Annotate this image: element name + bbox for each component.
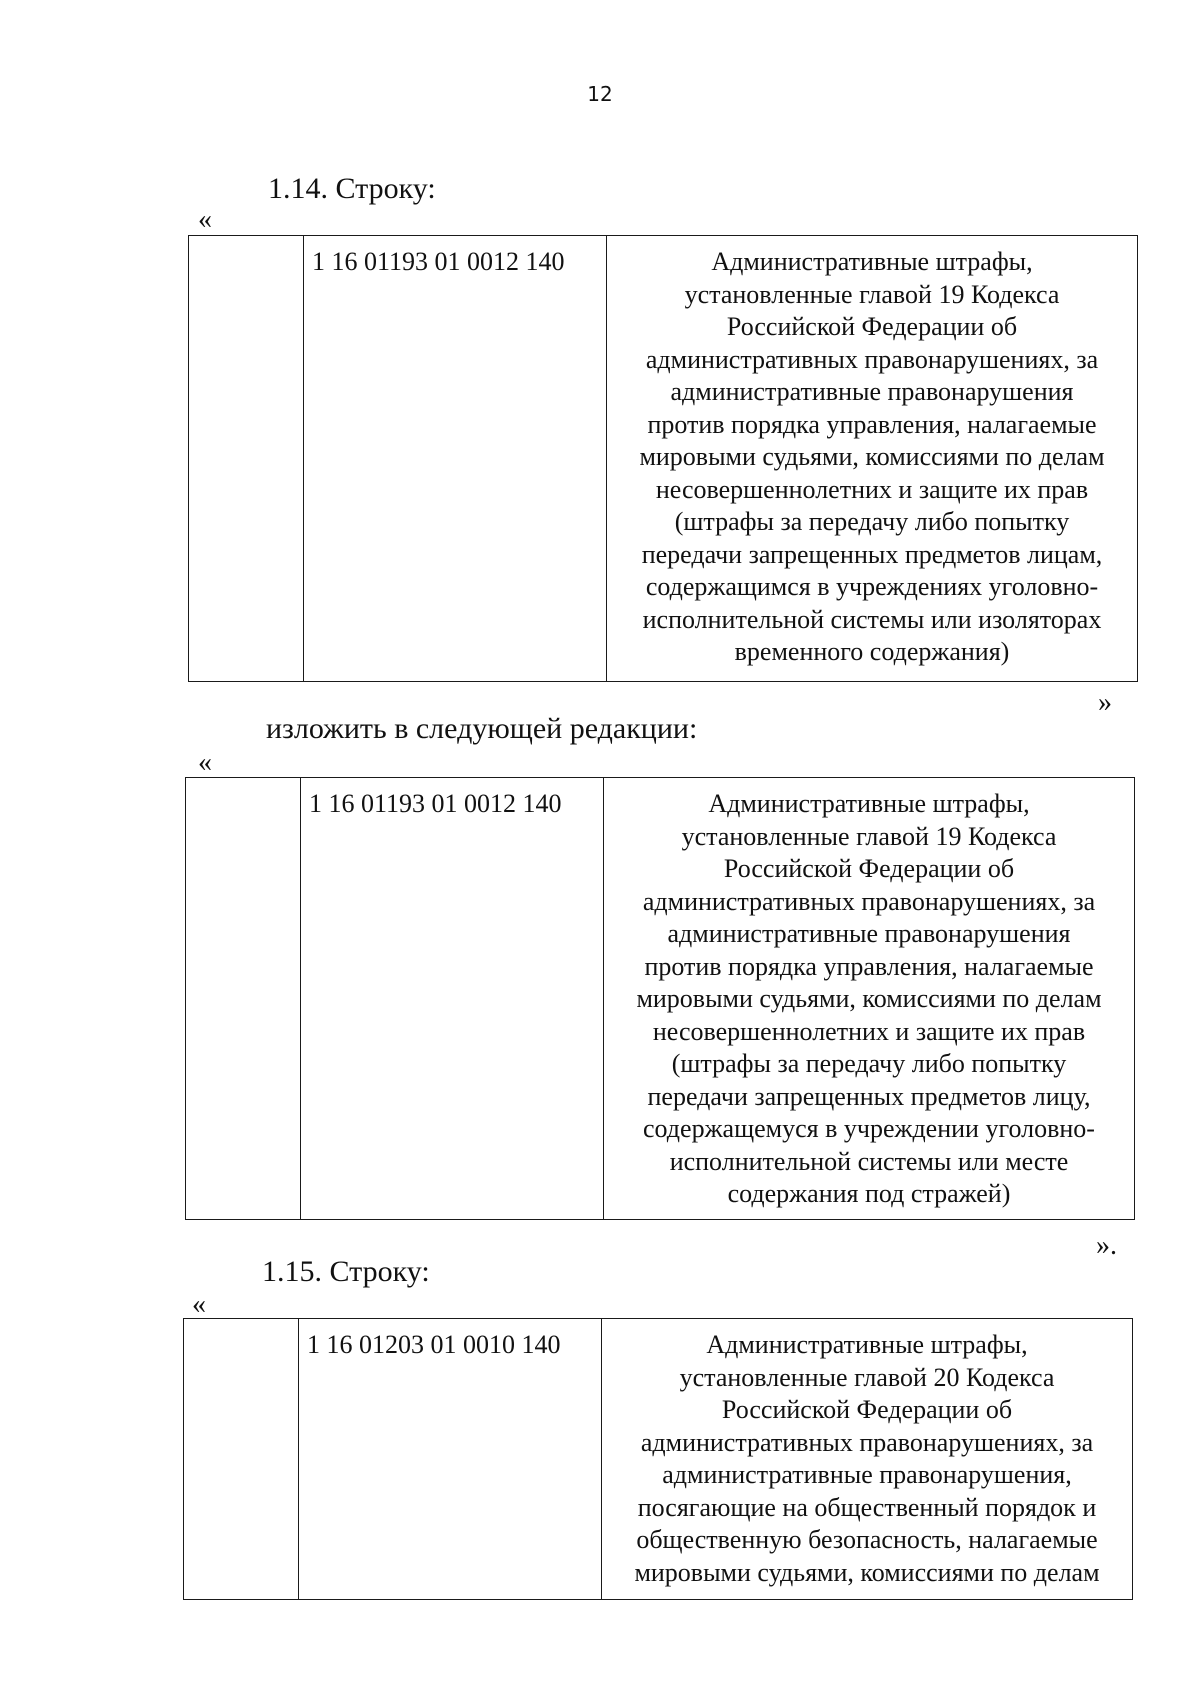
description-line: несовершеннолетних и защите их прав [655, 474, 1089, 504]
replace-instruction: изложить в следующей редакции: [266, 712, 698, 745]
description-line: установленные главой 19 Кодекса [684, 279, 1060, 309]
kbk-code-cell: 1 16 01193 01 0012 140 [304, 236, 607, 682]
description-line: административных правонарушениях, за [640, 1427, 1094, 1457]
description-line: содержания под стражей) [727, 1179, 1011, 1208]
kbk-code-cell: 1 16 01193 01 0012 140 [301, 778, 604, 1220]
open-quote: « [192, 1289, 206, 1320]
description-line: Российской Федерации об [721, 1395, 1013, 1424]
description-line: исполнительной системы или месте [669, 1146, 1069, 1176]
description-line: административные правонарушения [670, 377, 1074, 406]
description-line: административные правонарушения, [662, 1460, 1072, 1489]
description-line: (штрафы за передачу либо попытку [671, 1049, 1067, 1078]
description-cell [604, 778, 1135, 1220]
open-quote: « [198, 204, 212, 235]
description-line: Административные штрафы, [706, 1330, 1028, 1359]
description-line: передачи запрещенных предметов лицу, [647, 1081, 1091, 1111]
description-line: административных правонарушениях, за [645, 344, 1099, 374]
description-cell [607, 236, 1138, 682]
description-line: исполнительной системы или изоляторах [642, 604, 1102, 634]
page-number: 12 [587, 82, 613, 106]
description-line: административных правонарушениях, за [642, 886, 1096, 916]
description-line: несовершеннолетних и защите их прав [652, 1016, 1086, 1046]
table-new-row-114 [185, 777, 1135, 1220]
section-114-heading: 1.14. Строку: [268, 172, 436, 205]
description-cell [602, 1319, 1133, 1600]
kbk-code-cell: 1 16 01203 01 0010 140 [299, 1319, 602, 1600]
description-line: содержащимся в учреждениях уголовно- [645, 572, 1099, 601]
close-quote: » [1098, 687, 1112, 718]
open-quote: « [198, 747, 212, 778]
description-line: общественную безопасность, налагаемые [636, 1525, 1098, 1554]
empty-cell [186, 778, 301, 1220]
description-line: против порядка управления, налагаемые [647, 409, 1097, 439]
description-line: Российской Федерации об [726, 312, 1018, 341]
description-line: мировыми судьями, комиссиями по делам [634, 1557, 1100, 1587]
description-line: содержащемуся в учреждении уголовно- [643, 1114, 1095, 1143]
description-line: мировыми судьями, комиссиями по делам [639, 442, 1105, 471]
description-line: административные правонарушения [667, 919, 1071, 948]
description-line: установленные главой 19 Кодекса [681, 821, 1057, 851]
close-quote: ». [1096, 1230, 1117, 1261]
description-line: против порядка управления, налагаемые [644, 951, 1094, 981]
description-line: Административные штрафы, [708, 789, 1030, 818]
description-line: посягающие на общественный порядок и [637, 1492, 1097, 1522]
description-line: (штрафы за передачу либо попытку [674, 507, 1070, 536]
table-old-row-115 [183, 1318, 1133, 1600]
table-old-row-114 [188, 235, 1138, 682]
description-line: Административные штрафы, [711, 247, 1033, 276]
description-line: передачи запрещенных предметов лицам, [641, 539, 1103, 569]
empty-cell [189, 236, 304, 682]
description-line: Российской Федерации об [723, 854, 1015, 883]
description-line: мировыми судьями, комиссиями по делам [636, 984, 1102, 1013]
empty-cell [184, 1319, 299, 1600]
section-115-heading: 1.15. Строку: [262, 1255, 430, 1288]
description-line: установленные главой 20 Кодекса [679, 1362, 1055, 1392]
description-line: временного содержания) [734, 637, 1010, 666]
